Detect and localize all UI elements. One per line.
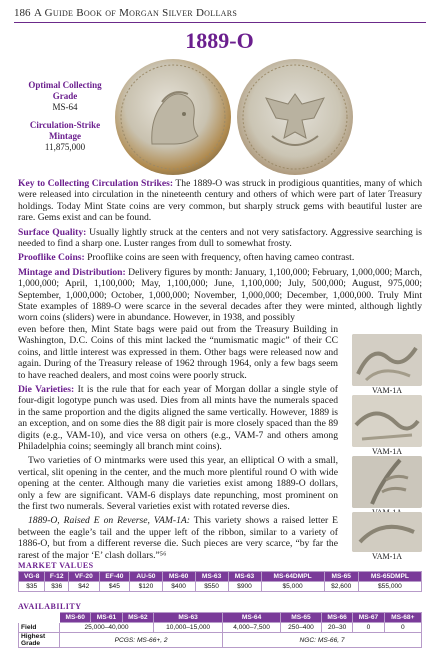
field-value: 4,000–7,500: [223, 623, 281, 633]
prooflike-paragraph: [18, 252, 422, 263]
availability-title: AVAILABILITY: [18, 602, 82, 611]
market-col-header: AU-50: [130, 572, 162, 582]
page-number: 186: [14, 7, 31, 19]
market-col-header: F-12: [45, 572, 69, 582]
availability-col-header: MS-66: [321, 613, 352, 623]
die-varieties-text: It is the rule that for each year of Morgan dollar a single style of four-digit logotype punch was used. Dies from all mints have the numerals spaced in the same proportion and the digits aligned the same vertically. However, 1889 is an exception, and on some dies the 88 digit pair is more closely spaced than the 89 digits (e.g., VAM-10), and vice versa on others (e.g., VAM-7 and others among Philadelphia coins; seemingly all branch mint coins).: [18, 383, 339, 452]
vam-photo-3: [352, 456, 422, 517]
surface-text: Usually lightly struck at the centers and not very satisfactory. Aggressive searching is needed to find a sharp one. Luster ranges from dull to somewhat frosty.: [18, 226, 422, 250]
book-title: A Guide Book of Morgan Silver Dollars: [34, 7, 238, 19]
field-value: 250–400: [280, 623, 321, 633]
market-col-header: MS-65DMPL: [358, 572, 421, 582]
market-col-header: MS-63: [228, 572, 261, 582]
surface-heading: Surface Quality:: [18, 226, 87, 238]
vam-caption: VAM-1A: [371, 447, 403, 456]
market-value: $400: [162, 582, 195, 592]
market-value: $55,000: [358, 582, 421, 592]
vam-heading: 1889-O, Raised E on Reverse, VAM-1A:: [28, 515, 190, 527]
market-col-header: VF-20: [68, 572, 99, 582]
surface-paragraph: [18, 227, 422, 250]
mintage-label: Circulation-Strike Mintage: [29, 120, 101, 141]
field-value: 20–30: [321, 623, 352, 633]
grade-info: [22, 80, 108, 160]
market-value: $42: [68, 582, 99, 592]
vam-photo-1: [352, 334, 422, 395]
strikes-heading: Key to Collecting Circulation Strikes:: [18, 178, 174, 189]
market-value: $36: [45, 582, 69, 592]
availability-col-header: MS-68+: [384, 613, 421, 623]
market-value: $5,000: [261, 582, 324, 592]
availability-field-row: [19, 623, 422, 633]
availability-header-row: [19, 613, 422, 623]
market-value: $120: [130, 582, 162, 592]
mintage-paragraph: [18, 267, 422, 324]
market-col-header: MS-63: [195, 572, 228, 582]
availability-table: [18, 612, 422, 648]
page-title: 1889-O: [185, 28, 254, 53]
ngc-value: NGC: MS-66, 7: [223, 633, 422, 648]
market-value: $45: [99, 582, 130, 592]
vam-text: This variety shows a raised letter E between the eagle’s tail and the upper left of the ribbon, similar to a variety of 1886-O, but from a different reverse die. Such pieces are very scarce, “by far the rarest of the major ‘E’ clash dollars.”⁵⁶: [18, 515, 338, 561]
field-value: 0: [353, 623, 384, 633]
market-value: $2,600: [324, 582, 358, 592]
market-value: $550: [195, 582, 228, 592]
die-varieties-heading: Die Varieties:: [18, 383, 75, 395]
vam-caption: VAM-1A: [371, 552, 403, 561]
pcgs-value: PCGS: MS-66+, 2: [60, 633, 223, 648]
prooflike-heading: Prooflike Coins:: [18, 252, 85, 264]
vam-photo-2: [352, 395, 422, 456]
market-col-header: MS-60: [162, 572, 195, 582]
availability-col-header: MS-63: [154, 613, 223, 623]
market-value-row: [19, 582, 422, 592]
strikes-paragraph: [18, 178, 422, 224]
vam-paragraph: [18, 515, 338, 561]
availability-col-header: MS-64: [223, 613, 281, 623]
availability-highest-row: [19, 633, 422, 648]
running-header: [14, 6, 426, 23]
market-value: $35: [19, 582, 45, 592]
market-values-title: MARKET VALUES: [18, 561, 94, 570]
field-label: Field: [19, 623, 60, 633]
highest-grade-label: Highest Grade: [19, 633, 60, 648]
market-header-row: [19, 572, 422, 582]
market-col-header: MS-64DMPL: [261, 572, 324, 582]
optimal-grade-value: MS-64: [52, 102, 78, 112]
market-col-header: EF-40: [99, 572, 130, 582]
market-col-header: MS-65: [324, 572, 358, 582]
mintage-value: 11,875,000: [44, 142, 86, 152]
availability-col-header: MS-62: [122, 613, 153, 623]
strikes-text: The 1889-O was struck in prodigious quantities, many of which were released into circulation in the nineteenth century and others of which were part of later Treasury holdings. Today Mint State coins are very common, but sharply struck gems with beautiful luster are rare. Gems exist and can be found.: [18, 178, 422, 224]
mintmark-paragraph: Two varieties of O mintmarks were used this year, an elliptical O with a small, vertical, slit opening in the center, and the much more plentiful round O with wide opening at the center. Although many die varieties exist among 1889-O dollars, only a few are significant. VAM-6 displays date repunching, most prominent on the first two numerals. Several varieties exist with rotated reverse dies.: [18, 455, 338, 512]
availability-col-header: MS-61: [91, 613, 122, 623]
mintage-text: Delivery figures by month: January, 1,100,000; February, 1,000,000; March, 1,000,000; April, 1,100,000; May, 1,100,000; June, 1,100,000; July, 500,000; August, 975,000; September, 1,000,000; October, 1,000,000; November, 1,000,000; December, 1,000,000. Truly Mint State examples of 1889-O were scarce in the several decades after they were minted, although lightly worn coins (sliders) were in abundance. However, in 1938, and possibly: [18, 266, 422, 324]
availability-col-header: MS-67: [353, 613, 384, 623]
mintage-heading: Mintage and Distribution:: [18, 266, 126, 278]
availability-col-header: MS-60: [60, 613, 91, 623]
market-col-header: VG-8: [19, 572, 45, 582]
vam-photo-4: [352, 512, 422, 561]
mintage-paragraph-cont: even before then, Mint State bags were paid out from the Treasury Building in Washington, D.C. Coins of this mint lacked the “numismatic magic” of their CC coins, and little interest was expressed in them. Other bags were released now and again. During of the Treasury release of 1962 through 1964, only a few bags seem to have reached dealers, and most coins were poorly struck.: [18, 323, 338, 381]
field-value: 0: [384, 623, 421, 633]
field-value: 10,000–15,000: [154, 623, 223, 633]
availability-col-header: MS-65: [280, 613, 321, 623]
market-value: $900: [228, 582, 261, 592]
market-values-table: [18, 571, 422, 592]
coin-reverse-image: [236, 58, 354, 176]
die-varieties-paragraph: [18, 384, 338, 452]
availability-corner: [19, 613, 60, 623]
vam-caption: VAM-1A: [371, 386, 403, 395]
field-value: 25,000–40,000: [60, 623, 154, 633]
prooflike-text: Prooflike coins are seen with frequency, often having cameo contrast.: [87, 252, 355, 264]
coin-obverse-image: [114, 58, 232, 176]
optimal-grade-label: Optimal Collecting Grade: [28, 80, 102, 101]
